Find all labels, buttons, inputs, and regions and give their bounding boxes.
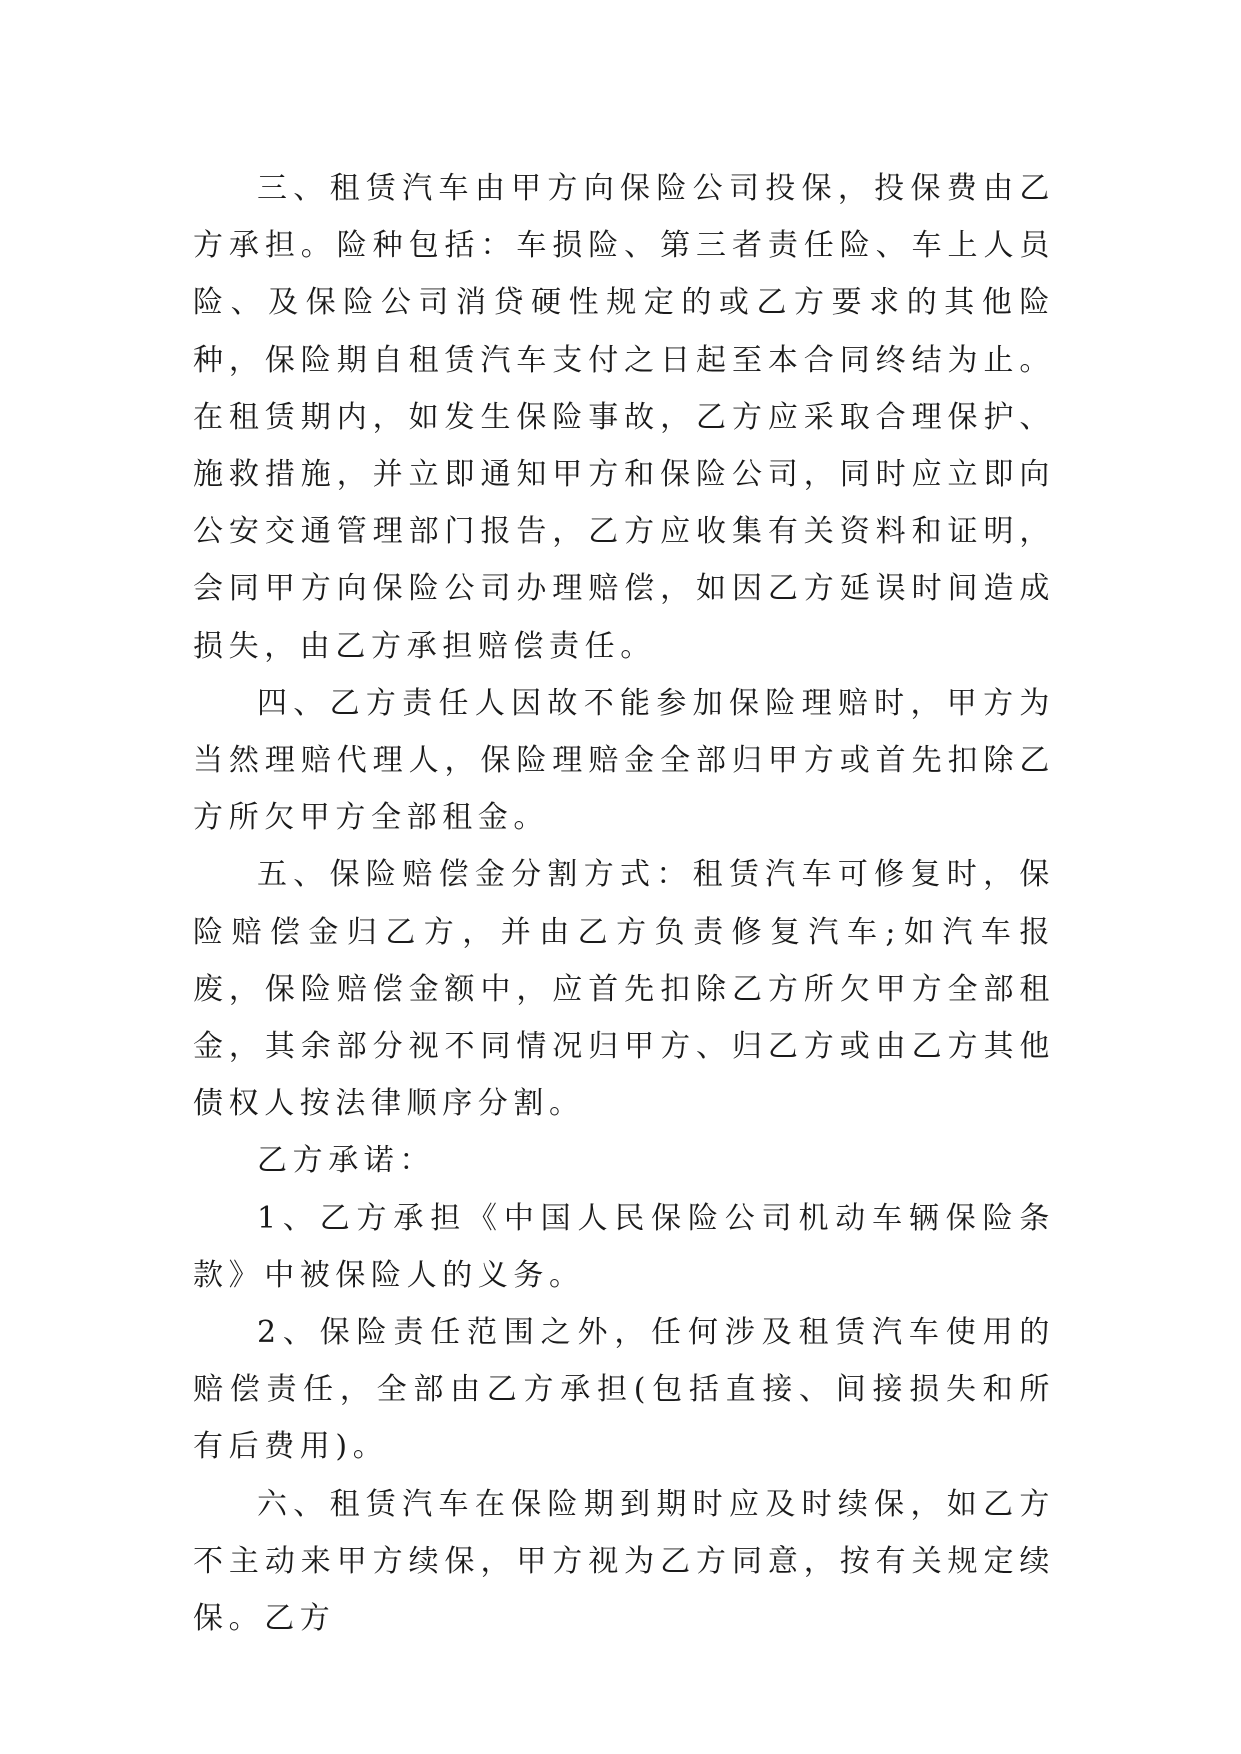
paragraph-party-b-commitment-heading: 乙方承诺：	[257, 1143, 435, 1179]
paragraph-clause-3-insurance: 三、租赁汽车由甲方向保险公司投保，投保费由乙方承担。险种包括：车损险、第三者责任险、车上人员险、及保险公司消贷硬性规定的或乙方要求的其他险种，保险期自租赁汽车支付之日起至本合同终结为止。在租赁期内，如发生保险事故，乙方应采取合理保护、施救措施，并立即通知甲方和保险公司，同时应立即向公安交通管理部门报告，乙方应收集有关资料和证明，会同甲方向保险公司办理赔偿，如因乙方延误时间造成损失，由乙方承担赔偿责任。	[193, 171, 1055, 664]
paragraph-clause-5-compensation-split: 五、保险赔偿金分割方式：租赁汽车可修复时，保险赔偿金归乙方，并由乙方负责修复汽车;如汽车报废，保险赔偿金额中，应首先扣除乙方所欠甲方全部租金，其余部分视不同情况归甲方、归乙方或由乙方其他债权人按法律顺序分割。	[193, 857, 1055, 1122]
paragraph-commitment-1: 1、乙方承担《中国人民保险公司机动车辆保险条款》中被保险人的义务。	[193, 1200, 1055, 1293]
document-body	[193, 160, 1055, 1647]
paragraph-commitment-2: 2、保险责任范围之外，任何涉及租赁汽车使用的赔偿责任，全部由乙方承担(包括直接、间接损失和所有后费用)。	[193, 1315, 1055, 1465]
paragraph-clause-6-renewal: 六、租赁汽车在保险期到期时应及时续保，如乙方不主动来甲方续保，甲方视为乙方同意，按有关规定续保。乙方	[193, 1486, 1055, 1637]
paragraph-clause-4-claims-agent: 四、乙方责任人因故不能参加保险理赔时，甲方为当然理赔代理人，保险理赔金全部归甲方或首先扣除乙方所欠甲方全部租金。	[193, 685, 1055, 836]
